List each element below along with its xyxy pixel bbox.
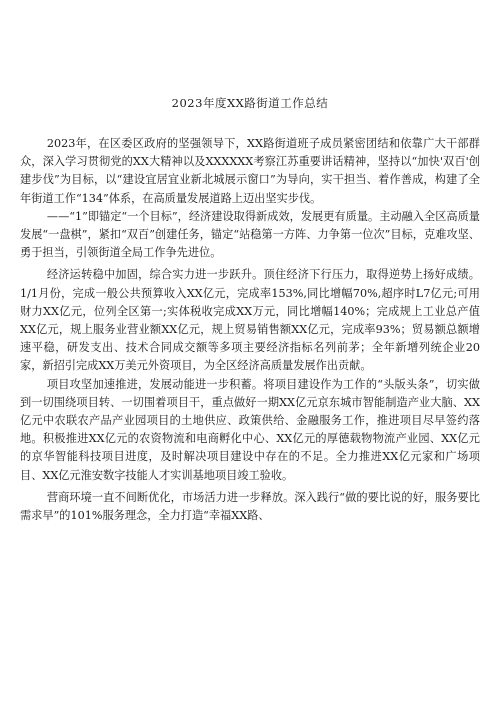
paragraph-projects: 项目攻坚加速推进，发展动能进一步积蓄。将项目建设作为工作的“头版头条”，切实做到一切围绕项目转、一切围着项目干，重点做好一期XX亿元京东城市智能制造产业大脑、XX亿元中农联农产品产业园项目的土地供应、政策供给、金融服务工作，推进项目尽早签约落地。积极推进XX亿元的农资物流和电商孵化中心、XX亿元的厚德载物物流产业园、XX亿元的京华智能科技项目进度，及时解决项目建设中存在的不足。全力推进XX亿元家和广场项目、XX亿元淮安数字技能人才实训基地项目竣工验收。 bbox=[20, 377, 480, 482]
paragraph-intro: 2023年，在区委区政府的坚强领导下，XX路街道班子成员紧密团结和依靠广大干部群众，深入学习贯彻党的XX大精神以及XXXXXX考察江苏重要讲话精神，坚持以“加快'双百'创建步伐”为目标，以“建设宜居宜业新北城展示窗口”为导向，实干担当、着作善成，构建了全年街道工作“134”体系，在高质量发展道路上迈出坚实步伐。 bbox=[20, 137, 480, 205]
paragraph-economy: 经济运转稳中加固，综合实力进一步跃升。顶住经济下行压力，取得逆势上扬好成绩。1/1月份，完成一般公共预算收入XX亿元，完成率153%,同比增幅70%,超序时L7亿元;可用财力XX亿元，位列全区第一;实体税收完成XX万元，同比增幅140%；完成规上工业总产值XX亿元，规上服务业营业额XX亿元，规上贸易销售额XX亿元，完成率93%；贸易额总额增速平稳，研发支出、技术合同成交额等多项主要经济指标名列前茅；全年新增列统企业20家，新招引完成XX万美元外资项目，为全区经济高质量发展作出贡献。 bbox=[20, 268, 480, 373]
paragraph-business-environment: 营商环境一直不间断优化，市场活力进一步释放。深入践行“做的要比说的好，服务要比需求早”的101%服务理念，全力打造“幸福XX路、 bbox=[20, 490, 480, 523]
document-title: 2023年度XX路街道工作总结 bbox=[171, 96, 329, 110]
document-body bbox=[20, 135, 480, 525]
paragraph-goal: ——“1”即锚定“一个目标”，经济建设取得新成效，发展更有质量。主动融入全区高质量发展“一盘棋”，紧扣“双百”创建任务，锚定“站稳第一方阵、力争第一位次”目标，克难攻坚、勇于担当，引领街道全局工作争先进位。 bbox=[20, 209, 480, 260]
